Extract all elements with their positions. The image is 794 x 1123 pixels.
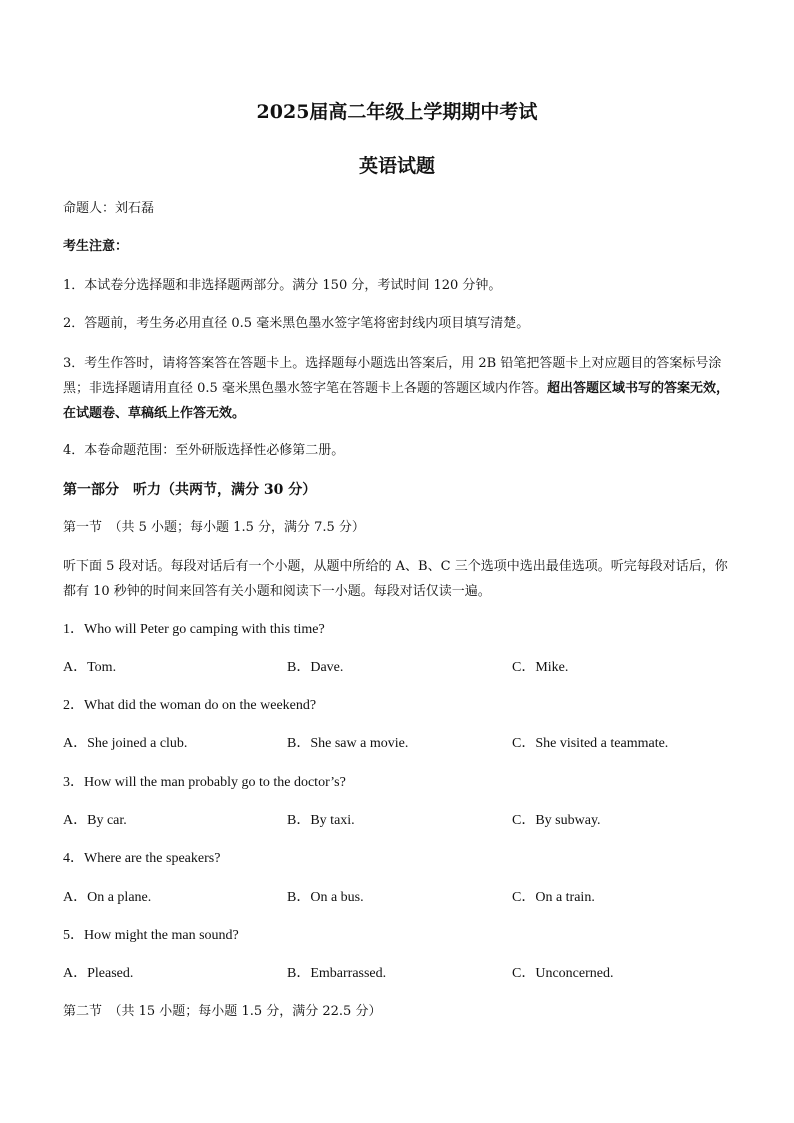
notice-item-3-text: 3．考生作答时，请将答案答在答题卡上。选择题每小题选出答案后，用 2B 铅笔把答题卡上对应题目的答案标号涂黑；非选择题请用直径 0.5 毫米黑色墨水签字笔在答题卡上各题的答题区域内作答。 — [63, 356, 722, 396]
question-4-option-c: C．On a train. — [512, 890, 595, 905]
section1-instructions: 听下面 5 段对话。每段对话后有一个小题，从题中所给的 A、B、C 三个选项中选出最佳选项。听完每段对话后，你都有 10 秒钟的时间来回答有关小题和阅读下一小题。每段对话仅读一遍。 — [63, 559, 728, 599]
question-3: 3．How will the man probably go to the doctor’s? — [63, 775, 346, 790]
question-1-option-a: A．Tom. — [63, 660, 117, 675]
question-5-option-a: A．Pleased. — [63, 966, 134, 981]
question-3-option-b: B．By taxi. — [287, 813, 355, 828]
question-2-option-a: A．She joined a club. — [63, 736, 188, 751]
question-3-option-a: A．By car. — [63, 813, 127, 828]
question-4-option-b: B．On a bus. — [287, 890, 364, 905]
question-2: 2．What did the woman do on the weekend? — [63, 698, 317, 713]
author-line: 命题人：刘石磊 — [63, 201, 155, 216]
question-5-option-c: C．Unconcerned. — [512, 966, 614, 981]
question-1-option-c: C．Mike. — [512, 660, 569, 675]
notice-heading: 考生注意： — [63, 239, 129, 254]
question-5-option-b: B．Embarrassed. — [287, 966, 387, 981]
notice-item-1: 1．本试卷分选择题和非选择题两部分。满分 150 分，考试时间 120 分钟。 — [63, 278, 502, 293]
question-4: 4．Where are the speakers? — [63, 851, 221, 866]
question-1-option-b: B．Dave. — [287, 660, 344, 675]
notice-item-2: 2．答题前，考生务必用直径 0.5 毫米黑色墨水签字笔将密封线内项目填写清楚。 — [63, 316, 530, 331]
exam-subtitle: 英语试题 — [358, 155, 435, 177]
section2-heading: 第二节 （共 15 小题；每小题 1.5 分，满分 22.5 分） — [63, 1004, 382, 1019]
question-1: 1．Who will Peter go camping with this time? — [63, 622, 325, 637]
question-4-option-a: A．On a plane. — [63, 890, 152, 905]
question-2-option-c: C．She visited a teammate. — [512, 736, 669, 751]
notice-item-3 — [63, 351, 731, 426]
section1-heading: 第一节 （共 5 小题；每小题 1.5 分，满分 7.5 分） — [63, 520, 365, 535]
part1-heading: 第一部分 听力（共两节，满分 30 分） — [63, 482, 317, 498]
exam-title: 2025届高二年级上学期期中考试 — [256, 101, 538, 123]
question-5: 5．How might the man sound? — [63, 928, 239, 943]
notice-item-3-bold: 超出答题区域书写的答案无效，在试题卷、草稿纸上作答无效。 — [63, 381, 729, 421]
question-2-option-b: B．She saw a movie. — [287, 736, 409, 751]
notice-item-4: 4．本卷命题范围：至外研版选择性必修第二册。 — [63, 443, 345, 458]
question-3-option-c: C．By subway. — [512, 813, 601, 828]
